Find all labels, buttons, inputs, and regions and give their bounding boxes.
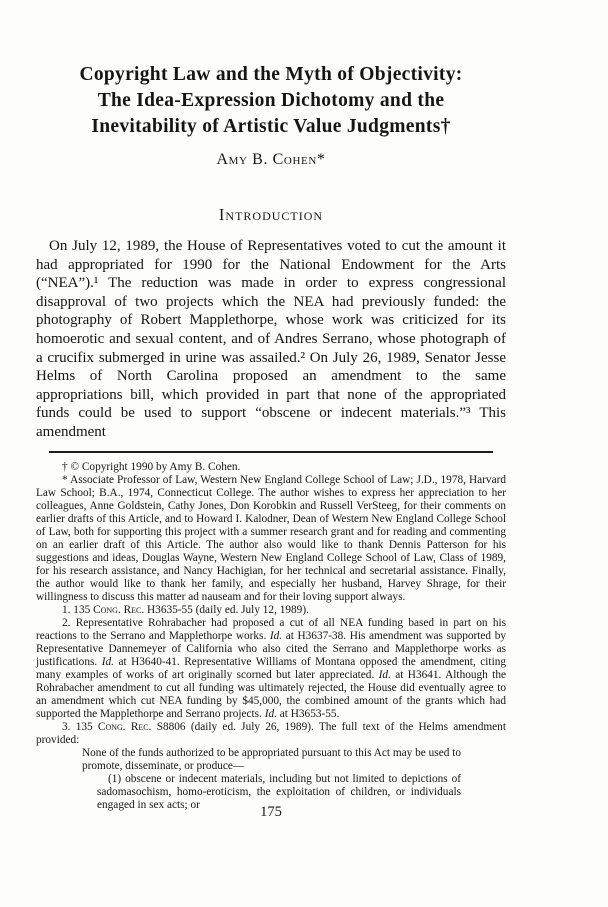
footnote-3-quote-item-1: (1) obscene or indecent materials, including but not limited to depictions of sadomasochism, homo-eroticism, the exploitation of children, or individuals engaged in sex acts; or xyxy=(97,772,461,811)
intro-paragraph: On July 12, 1989, the House of Representatives voted to cut the amount it had appropriated for 1990 for the National Endowment for the Arts (“NEA”).¹ The reduction was made in order to express congressional disapproval of two projects which the NEA had previously funded: the photography of Robert Mapplethorpe, whose work was criticized for its homoerotic and sexual content, and of Andres Serrano, whose photograph of a crucifix submerged in urine was assailed.² On July 26, 1989, Senator Jesse Helms of North Carolina proposed an amendment to the same appropriations bill, which provided in part that none of the appropriated funds could be used to support “obscene or indecent materials.”³ This amendment xyxy=(36,238,506,440)
footnote-2: 2. Representative Rohrabacher had proposed a cut of all NEA funding based in part on his reactions to the Serrano and Mapplethorpe works. Id. at H3637-38. His amendment was supported by Representative Dannemeyer of California who also cited the Serrano and Mapplethorpe works as justifications. Id. at H3640-41. Representative Williams of Montana opposed the amendment, citing many examples of works of art originally scorned but later appreciated. Id. at H3641. Although the Rohrabacher amendment to cut all funding was ultimately rejected, the House did eventually agree to an amendment which cut NEA funding by $45,000, the combined amount of the grants which had supported the Mapplethorpe and Serrano projects. Id. at H3653-55. xyxy=(36,616,506,720)
article-title-line-2: The Idea-Expression Dichotomy and the xyxy=(97,90,445,111)
footnote-author-note: * Associate Professor of Law, Western New England College School of Law; J.D., 1978, Harvard Law School; B.A., 1974, Connecticut College. The author wishes to express her appreciation to her colleagues, Anne Goldstein, Cathy Jones, Don Korobkin and Russell VerSteeg, for their comments on earlier drafts of this Article, and to Howard I. Kalodner, Dean of Western New England College School of Law, both for supporting this project with a summer research grant and for reading and commenting on an earlier draft of this Article. The author also would like to thank Dennis Patterson for his suggestions and ideas, Douglas Wayne, Western New England College School of Law, Class of 1989, for his research assistance, and Nancy Hachigian, for her technical and secretarial assistance. Finally, the author would like to thank her family, and especially her husband, Harvey Shrage, for their willingness to discuss this matter ad nauseam and for their loving support always. xyxy=(36,473,506,603)
footnotes-block xyxy=(36,461,506,812)
page-content-column xyxy=(36,0,506,812)
footnote-3: 3. 135 Cong. Rec. S8806 (daily ed. July 26, 1989). The full text of the Helms amendment provided: xyxy=(36,720,506,746)
footnote-3-quote xyxy=(82,747,461,812)
page-number: 175 xyxy=(260,804,282,820)
section-heading-introduction: Introduction xyxy=(218,205,324,224)
article-title-line-1: Copyright Law and the Myth of Objectivity: xyxy=(79,64,463,85)
footnote-separator-rule xyxy=(49,451,493,453)
article-title xyxy=(36,62,506,140)
footnote-1: 1. 135 Cong. Rec. H3635-55 (daily ed. July 12, 1989). xyxy=(62,603,309,616)
footnote-copyright: † © Copyright 1990 by Amy B. Cohen. xyxy=(62,460,241,473)
author-byline: Amy B. Cohen* xyxy=(216,151,326,168)
footnote-3-quote-text: None of the funds authorized to be appropriated pursuant to this Act may be used to promote, disseminate, or produce— xyxy=(82,746,461,772)
article-title-line-3: Inevitability of Artistic Value Judgments† xyxy=(91,116,451,137)
